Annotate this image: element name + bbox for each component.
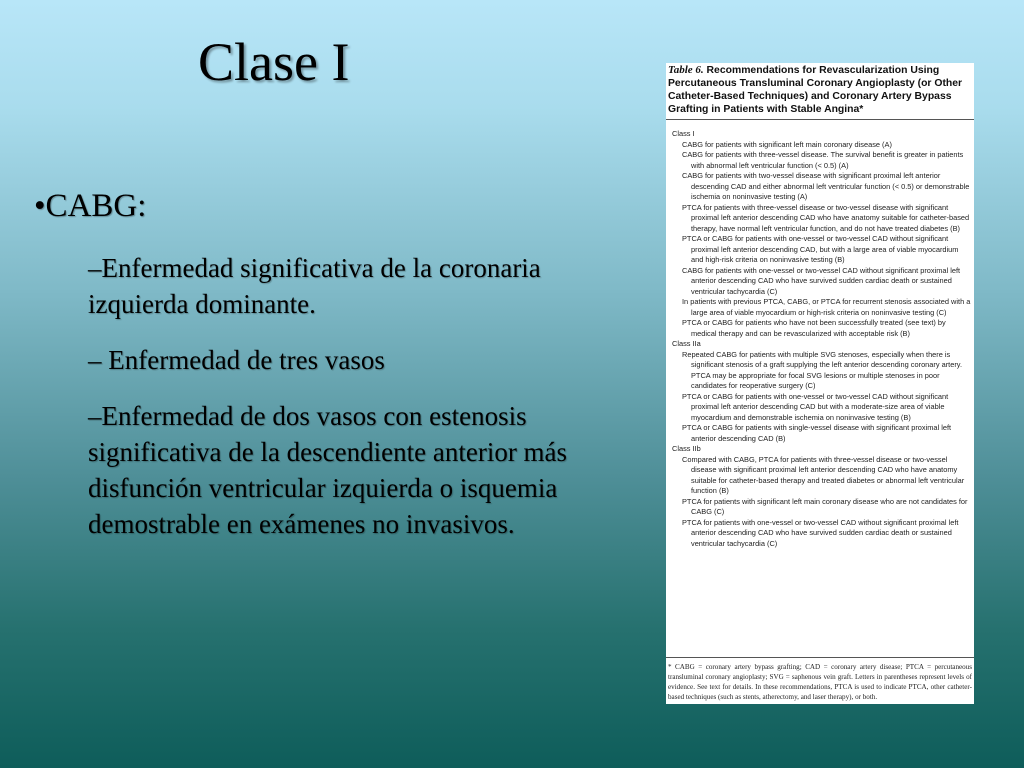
table-recommendation: Repeated CABG for patients with multiple SVG stenoses, especially when there is significant stenosis of a graft supplying the left anterior descending coronary artery. PTCA may be appropriate for focal SVG lesions or multiple stenoses in poor candidates for reoperative surgery (C) — [682, 349, 962, 390]
table-recommendation: CABG for patients with two-vessel disease with significant proximal left anterior descending CAD and either abnormal left ventricular function (< 0.5) or demonstrable ischemia on noninvasive testing (A) — [682, 171, 970, 201]
table-body — [666, 120, 974, 551]
table-recommendation: CABG for patients with three-vessel disease. The survival benefit is greater in patients with abnormal left ventricular function (< 0.5) (A) — [682, 150, 964, 170]
table-recommendation: PTCA or CABG for patients who have not been successfully treated (see text) by medical therapy and can be revascularized with acceptable risk (B) — [682, 318, 946, 338]
table-recommendation: Compared with CABG, PTCA for patients with three-vessel disease or two-vessel disease with significant proximal left anterior descending CAD who have anatomy suitable for catheter-based therapy and treated diabetes or abnormal left ventricular function (B) — [682, 454, 965, 495]
subpoint-two-vessel: –Enfermedad de dos vasos con estenosis significativa de la descendiente anterior más disfunción ventricular izquierda o isquemia demostrable en exámenes no invasivos. — [88, 401, 568, 539]
recommendations-table-image — [666, 63, 974, 704]
table-label: Table 6. — [668, 64, 704, 76]
table-header — [666, 63, 974, 120]
table-class-heading: Class IIb — [672, 444, 701, 453]
table-class-heading: Class I — [672, 129, 695, 138]
table-recommendation: CABG for patients with significant left main coronary disease (A) — [682, 139, 892, 149]
table-title: Recommendations for Revascularization Using Percutaneous Transluminal Coronary Angioplasty (or Other Catheter-Based Techniques) and Coronary Artery Bypass Grafting in Patients with Stable Angina* — [668, 65, 963, 115]
table-recommendation: PTCA for patients with three-vessel disease or two-vessel disease with significant proximal left anterior descending CAD who have anatomy suitable for catheter-based therapy, have normal left ventricular function, and do not have treated diabetes (B) — [682, 202, 970, 233]
table-recommendation: PTCA or CABG for patients with one-vessel or two-vessel CAD without significant proximal left anterior descending CAD but with a moderate-size area of viable myocardium and demonstrable ischemia on noninvasive testing (B) — [682, 391, 949, 422]
table-recommendation: PTCA for patients with one-vessel or two-vessel CAD without significant proximal left anterior descending CAD who have survived sudden cardiac death or sustained ventricular tachycardia (C) — [682, 517, 959, 548]
table-class-heading: Class IIa — [672, 339, 701, 348]
table-footnote: * CABG = coronary artery bypass grafting; CAD = coronary artery disease; PTCA = percutaneous transluminal coronary angioplasty; SVG = saphenous vein graft. Letters in parentheses represent levels of evidence. See text for details. In these recommendations, PTCA is used to indicate PTCA, other catheter-based techniques (such as stents, atherectomy, and laser therapy), or both. — [666, 657, 974, 704]
table-recommendation: In patients with previous PTCA, CABG, or PTCA for recurrent stenosis associated with a large area of viable myocardium or high-risk criteria on noninvasive testing (C) — [682, 297, 971, 317]
table-recommendation: PTCA or CABG for patients with single-vessel disease with significant proximal left anterior descending CAD (B) — [682, 423, 952, 443]
bullet-cabg: •CABG: — [34, 188, 147, 224]
table-recommendation: PTCA or CABG for patients with one-vessel or two-vessel CAD without significant proximal left anterior descending CAD, but with a large area of viable myocardium and high-risk criteria on noninvasive testing (B) — [682, 234, 959, 264]
slide-title: Clase I — [198, 32, 350, 92]
table-recommendation: PTCA for patients with significant left main coronary disease who are not candidates for CABG (C) — [682, 496, 968, 516]
subpoint-three-vessel: – Enfermedad de tres vasos — [88, 345, 385, 375]
subpoint-left-main: –Enfermedad significativa de la coronaria izquierda dominante. — [88, 253, 541, 319]
table-recommendation: CABG for patients with one-vessel or two-vessel CAD without significant proximal left anterior descending CAD who have survived sudden cardiac death or sustained ventricular tachycardia (C) — [682, 265, 961, 296]
